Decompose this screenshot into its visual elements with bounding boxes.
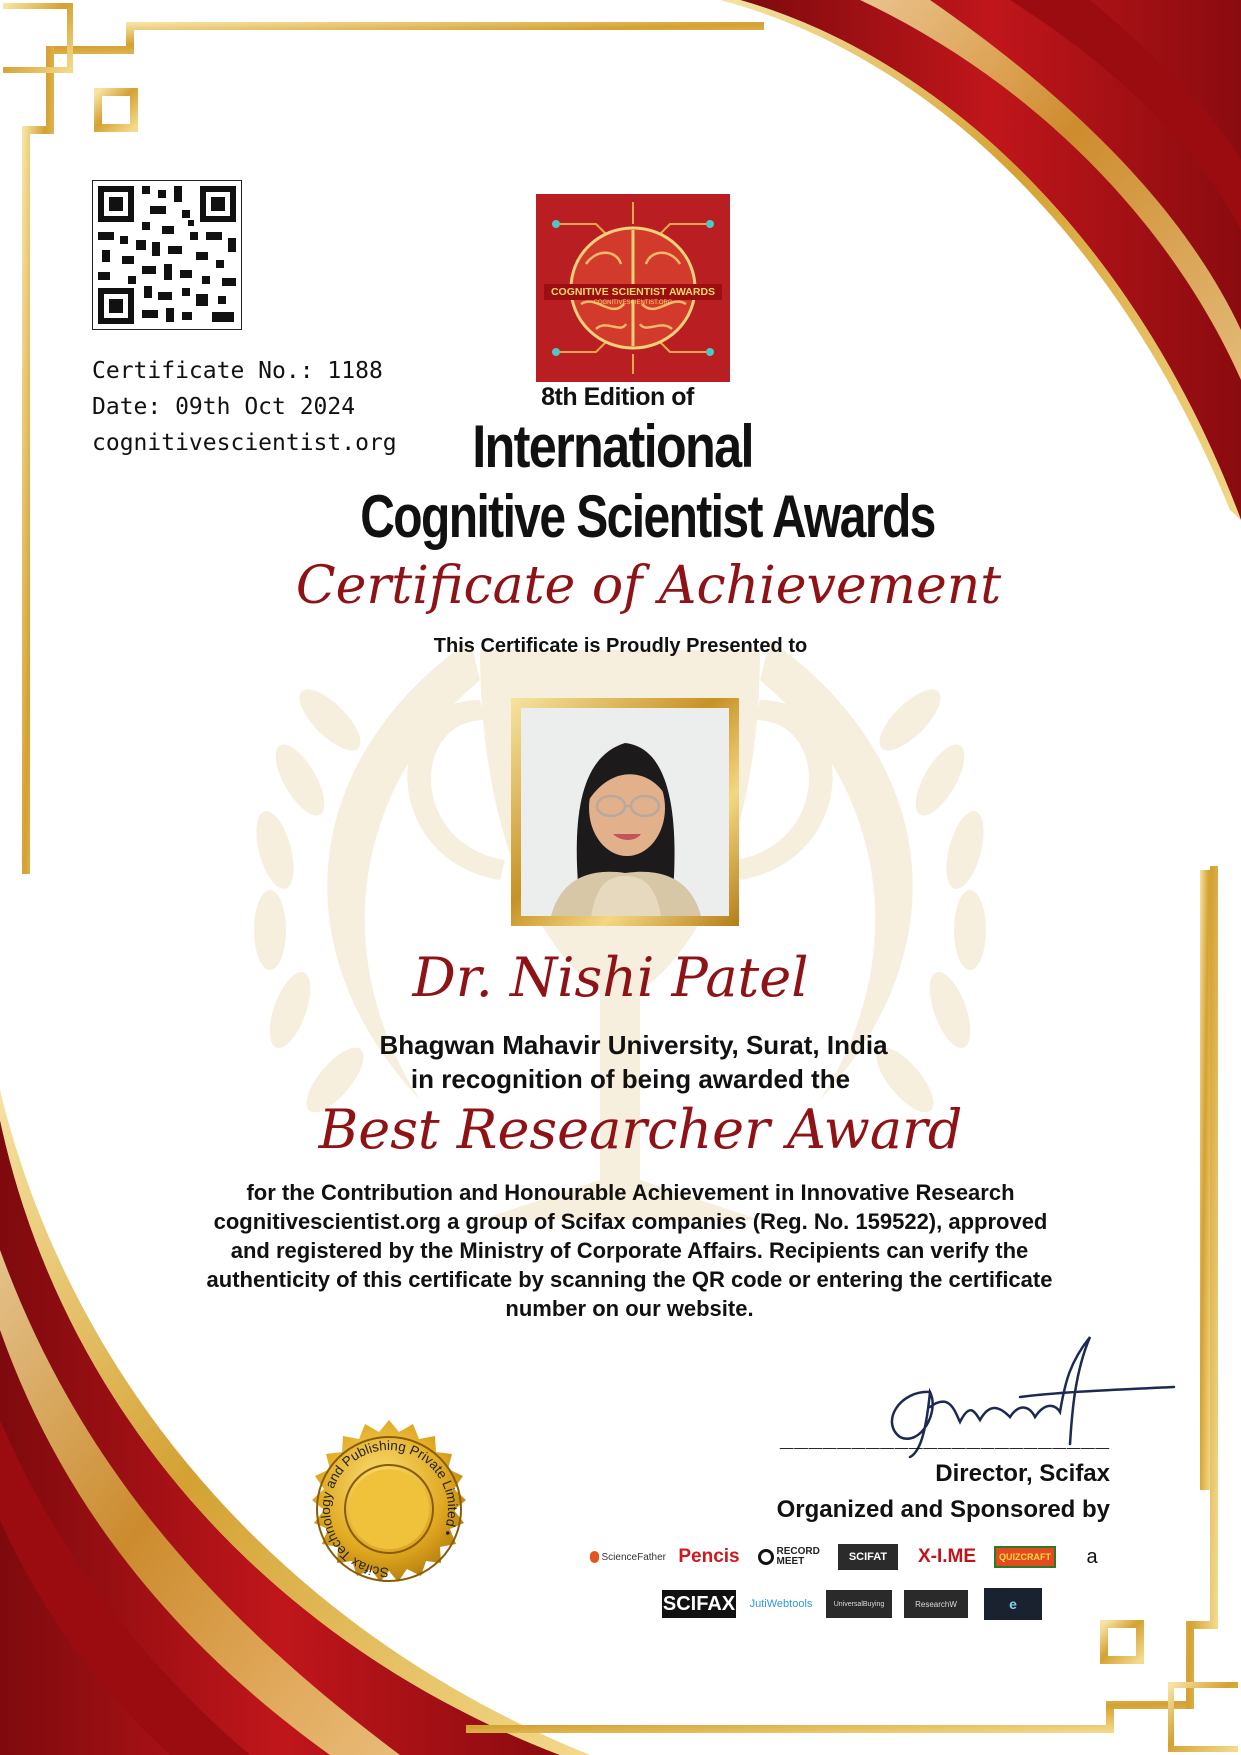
seal-text-ring — [298, 1418, 480, 1600]
sponsor-quizcraft[interactable]: QUIZCRAFT — [994, 1546, 1056, 1568]
recipient-name: Dr. Nishi Patel — [412, 946, 809, 1009]
logo-title: COGNITIVE SCIENTIST AWARDS — [544, 284, 722, 300]
header-title-line1: International — [472, 413, 753, 480]
sponsor-record-meet[interactable] — [754, 1542, 824, 1572]
body-line-1: for the Contribution and Honourable Achievement in Innovative Research — [246, 1180, 1015, 1205]
certificate-title: Certificate of Achievement — [295, 556, 1002, 616]
sponsor-sciencefather[interactable] — [590, 1542, 666, 1572]
signature-title: Director, Scifax — [935, 1460, 1110, 1487]
sponsor-a[interactable]: a — [1086, 1545, 1098, 1568]
sponsor-label: RECORD MEET — [776, 1546, 820, 1567]
website-text[interactable]: cognitivescientist.org — [92, 430, 397, 456]
svg-text:Scifax Technology and Publishi: Scifax Technology and Publishing Private Limited • — [317, 1437, 461, 1581]
body-line-5: number on our website. — [505, 1296, 754, 1321]
sponsor-scifax[interactable]: SCIFAX — [662, 1590, 736, 1618]
certificate-date: Date: 09th Oct 2024 — [92, 394, 356, 420]
sciencefather-icon — [590, 1551, 599, 1563]
sponsor-jutiwebtools[interactable]: JutiWebtools — [749, 1598, 813, 1610]
body-line-3: and registered by the Ministry of Corporate Affairs. Recipients can verify the — [230, 1238, 1029, 1263]
sponsor-researchw[interactable]: ResearchW — [904, 1590, 968, 1618]
presented-text: This Certificate is Proudly Presented to — [433, 635, 808, 657]
logo-subtitle: COGNITIVESCIENTIST.ORG — [593, 300, 673, 306]
qr-code-icon[interactable] — [92, 180, 242, 330]
awards-logo — [536, 194, 730, 382]
sponsor-universalbuying[interactable]: UniversalBuying — [826, 1590, 892, 1618]
body-line-2: cognitivescientist.org a group of Scifax companies (Reg. No. 159522), approved — [213, 1209, 1048, 1234]
award-name: Best Researcher Award — [318, 1098, 963, 1161]
photo-frame — [511, 698, 739, 926]
certificate-number: Certificate No.: 1188 — [92, 358, 383, 384]
recipient-photo — [521, 708, 729, 916]
sponsored-by-text: Organized and Sponsored by — [776, 1496, 1110, 1523]
person-icon — [521, 708, 729, 916]
sponsor-label: ScienceFather — [601, 1551, 666, 1563]
sponsor-scifat[interactable]: SCIFAT — [838, 1544, 898, 1570]
sponsor-xime[interactable]: X-I.ME — [917, 1546, 977, 1567]
recipient-affiliation: Bhagwan Mahavir University, Surat, India — [379, 1030, 888, 1060]
body-line-4: authenticity of this certificate by scanning the QR code or entering the certificate — [206, 1267, 1053, 1292]
header-title-line2: Cognitive Scientist Awards — [360, 483, 935, 550]
sponsor-e[interactable]: e — [984, 1588, 1042, 1620]
sponsor-pencis[interactable]: Pencis — [678, 1546, 740, 1567]
edition-text: 8th Edition of — [541, 383, 694, 411]
record-icon — [758, 1549, 774, 1565]
signature-line: _______________________ — [780, 1425, 1110, 1452]
recognition-text: in recognition of being awarded the — [410, 1064, 851, 1094]
